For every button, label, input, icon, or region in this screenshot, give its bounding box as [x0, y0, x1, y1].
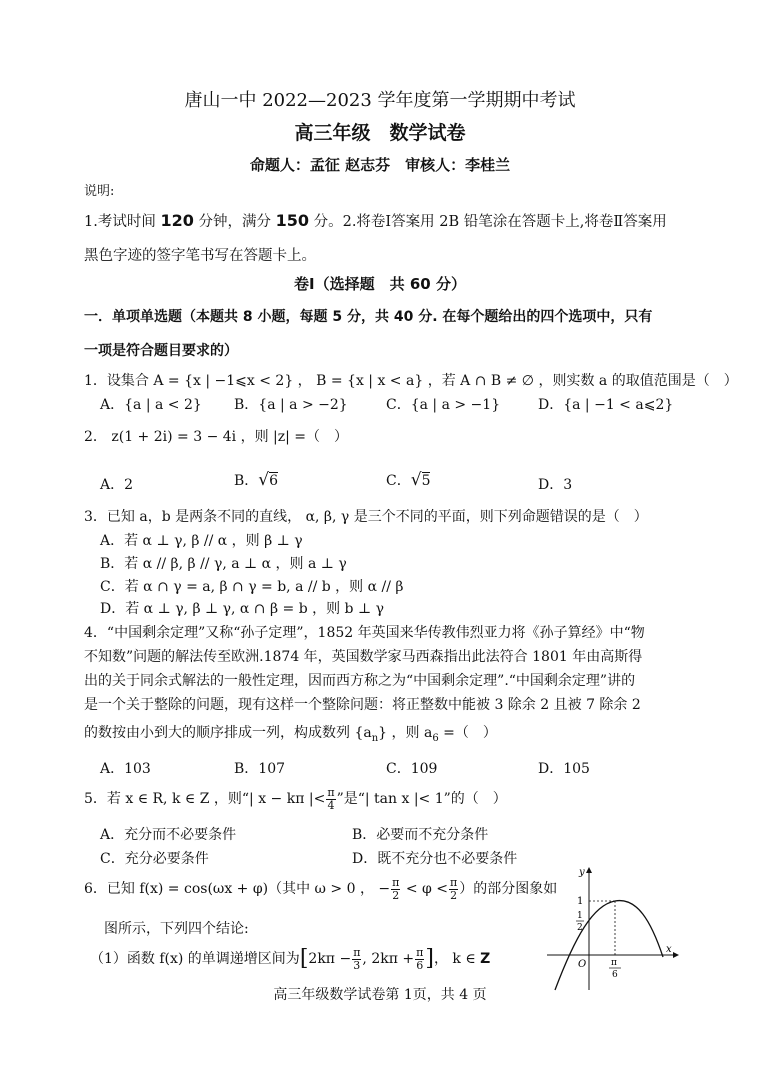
q5-option-b: B．必要而不充分条件	[352, 827, 489, 843]
q6-fraction-2	[449, 877, 458, 902]
right-bracket: ]	[425, 946, 434, 971]
exam-score: 150	[275, 211, 309, 230]
q6-c1-frac1-den: 3	[353, 958, 361, 972]
q3-option-a: A．若 α ⊥ γ, β // α ，则 β ⊥ γ	[100, 533, 303, 549]
q5-option-d: D．既不充分也不必要条件	[352, 851, 518, 867]
q2-option-b-value: 6	[269, 473, 279, 489]
sqrt-icon: √	[258, 470, 270, 490]
notes-line-1	[84, 210, 667, 231]
q6-c1-frac2-den: 6	[416, 958, 424, 972]
q6-c1-text-c: , 2kπ +	[362, 951, 415, 967]
q4-text-c: =（ ）	[438, 725, 497, 741]
q4-sub-6: 6	[432, 732, 439, 744]
y-axis-label: y	[579, 867, 585, 878]
part-instructions-1: 一．单项单选题（本题共 8 小题，每题 5 分，共 40 分. 在每个题给出的四个选项中，只有	[84, 309, 653, 325]
exam-authors: 命题人：孟征 赵志芬 审核人：李桂兰	[249, 156, 511, 174]
q2-option-c-value: 5	[421, 473, 431, 489]
q4-text-b: } ，则 a	[378, 725, 433, 741]
q6-c1-frac2-num: π	[416, 945, 424, 959]
q6-c1-text-a: （1）函数 f(x) 的单调递增区间为	[90, 951, 300, 967]
cosine-graph-figure	[545, 865, 680, 995]
q5-frac-num: π	[327, 785, 335, 799]
q1-option-d: D．{a | −1 < a⩽2}	[538, 397, 674, 413]
exam-subtitle: 高三年级 数学试卷	[294, 122, 466, 144]
q4-line-5	[84, 722, 497, 744]
notes-text-c: 分。2.将卷Ⅰ答案用 2B 铅笔涂在答题卡上,将卷Ⅱ答案用	[308, 214, 667, 230]
origin-label: O	[578, 959, 587, 970]
q6-c1-text-b: 2kπ −	[308, 951, 352, 967]
q3-option-d: D．若 α ⊥ γ, β ⊥ γ, α ∩ β = b ，则 b ⊥ γ	[100, 601, 384, 617]
q4-option-a: A．103	[100, 761, 151, 777]
part-instructions-2: 一项是符合题目要求的）	[84, 343, 238, 359]
q6-frac1-den: 2	[392, 888, 400, 902]
q2-option-c	[386, 470, 430, 490]
q3-option-b: B．若 α // β, β // γ, a ⊥ α ，则 a ⊥ γ	[100, 556, 347, 572]
q6-frac2-num: π	[450, 875, 458, 889]
q5-option-c: C．充分必要条件	[100, 851, 209, 867]
q3-stem: 3．已知 a，b 是两条不同的直线， α, β, γ 是三个不同的平面，则下列命题错误的是（ ）	[84, 509, 648, 525]
x-axis-arrow-icon	[673, 952, 679, 958]
y-axis-arrow-icon	[586, 867, 592, 873]
q6-c1-fraction-2	[415, 947, 424, 972]
q6-fraction-1	[391, 877, 400, 902]
q4-line-2: 不知数”问题的解法传至欧洲.1874 年，英国数学家马西森指出此法符合 1801 年由高斯得	[84, 649, 643, 665]
notes-line-2: 黑色字迹的签字笔书写在答题卡上。	[84, 248, 316, 264]
q4-option-b: B．107	[234, 761, 286, 777]
q2-stem: 2． z(1 + 2i) = 3 − 4i ，则 |z| =（ ）	[84, 429, 349, 445]
q2-option-b-label: B．	[234, 473, 259, 489]
q5-text-b: ”是“| tan x |< 1”的（ ）	[336, 791, 507, 807]
q4-sub-n: n	[371, 732, 379, 744]
q5-stem	[84, 784, 507, 814]
page-footer: 高三年级数学试卷第 1页，共 4 页	[273, 987, 487, 1003]
q4-option-d: D．105	[538, 761, 590, 777]
q6-text-a: 6．已知 f(x) = cos(ωx + φ)（其中 ω > 0 ， −	[84, 881, 391, 897]
q6-frac2-den: 2	[450, 888, 458, 902]
q6-conclusion-1	[90, 942, 490, 976]
notes-text-b: 分钟，满分	[193, 214, 276, 230]
q2-option-a: A．2	[100, 477, 134, 493]
y-tick-half-den: 2	[577, 923, 583, 933]
x-tick-num: π	[611, 958, 617, 968]
q5-option-a: A．充分而不必要条件	[100, 827, 237, 843]
exam-title: 唐山一中 2022—2023 学年度第一学期期中考试	[184, 90, 576, 111]
q4-line-1: 4．“中国剩余定理”又称“孙子定理”，1852 年英国来华传教伟烈亚力将《孙子算经》中“物	[84, 625, 645, 641]
q6-c1-text-d: ， k ∈	[433, 951, 481, 967]
q2-option-b	[234, 470, 278, 490]
q2-option-c-label: C．	[386, 473, 411, 489]
left-bracket: [	[299, 946, 309, 971]
section-title: 卷Ⅰ（选择题 共 60 分）	[294, 275, 466, 293]
q3-option-c: C．若 α ∩ γ = a, β ∩ γ = b, a // b ，则 α // β	[100, 579, 404, 595]
q4-line-4: 是一个关于整除的问题，现有这样一个整除问题：将正整数中能被 3 除余 2 且被 7 除余 2	[84, 697, 641, 713]
q6-text-c: ）的部分图象如	[459, 881, 558, 897]
q6-text-b: < φ <	[401, 881, 449, 897]
q4-option-c: C．109	[386, 761, 438, 777]
notes-label: 说明:	[84, 184, 115, 199]
sqrt-icon: √	[410, 470, 422, 490]
q6-frac1-num: π	[392, 875, 400, 889]
x-tick-den: 6	[612, 970, 618, 980]
y-tick-one: 1	[577, 896, 584, 907]
q1-option-c: C．{a | a > −1}	[386, 397, 501, 413]
q5-fraction	[326, 787, 335, 812]
x-axis-label: x	[666, 944, 672, 955]
q2-option-d: D．3	[538, 477, 573, 493]
q1-option-a: A．{a | a < 2}	[100, 397, 202, 413]
q6-line-2: 图所示，下列四个结论:	[104, 921, 249, 937]
notes-text-a: 1.考试时间	[84, 214, 161, 230]
q6-c1-z: Z	[480, 951, 491, 967]
q1-stem: 1．设集合 A = {x | −1⩽x < 2} ， B = {x | x < a} ，若 A ∩ B ≠ ∅ ，则实数 a 的取值范围是（ ）	[84, 373, 738, 389]
q5-text-a: 5．若 x ∈ R, k ∈ Z ，则“| x − kπ |<	[84, 791, 326, 807]
q6-c1-fraction-1	[352, 947, 361, 972]
q6-c1-frac1-num: π	[353, 945, 361, 959]
y-tick-half-num: 1	[577, 911, 583, 921]
q4-text-a: 的数按由小到大的顺序排成一列，构成数列 {a	[84, 725, 372, 741]
q5-frac-den: 4	[327, 798, 335, 812]
q1-option-b: B．{a | a > −2}	[234, 397, 348, 413]
exam-time: 120	[160, 211, 194, 230]
q4-line-3: 出的关于同余式解法的一般性定理，因而西方称之为“中国剩余定理”.“中国剩余定理”讲的	[84, 673, 636, 689]
cosine-curve	[555, 901, 663, 990]
q6-stem	[84, 874, 557, 904]
